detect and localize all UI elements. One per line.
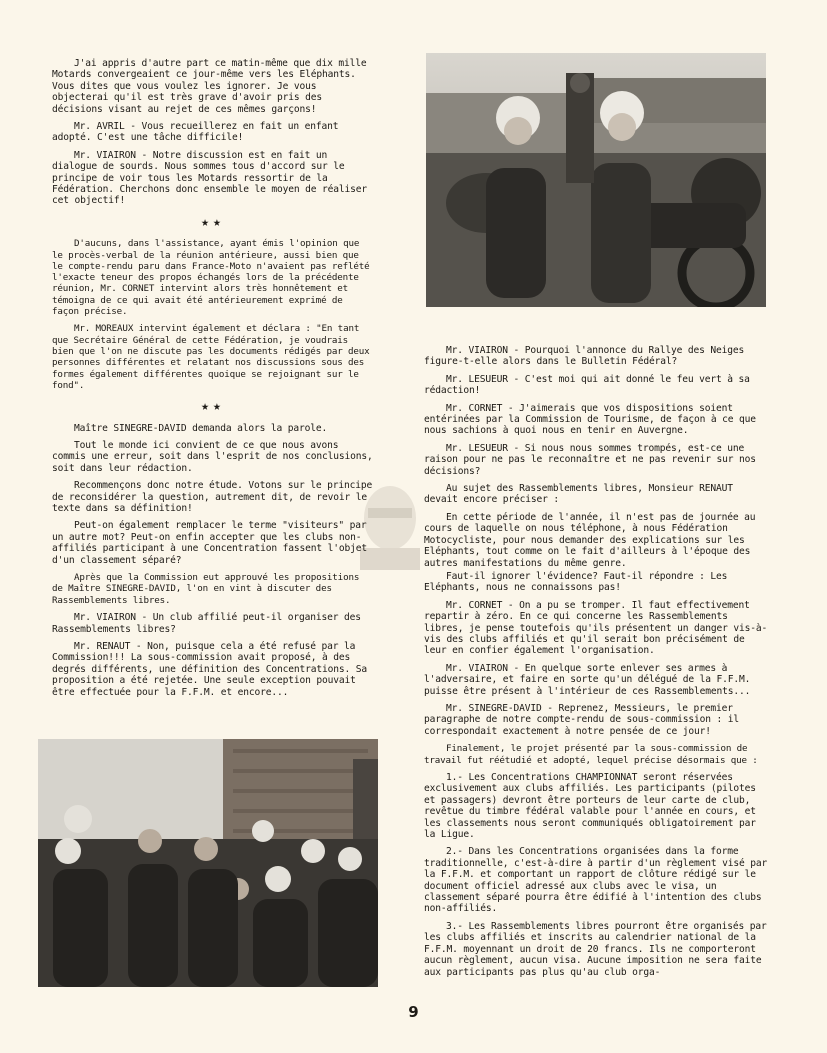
paragraph: Mr. SINEGRE-DAVID - Reprenez, Messieurs, le premier paragraphe de notre compte-rendu de sous-commission : il correspondait exactement à notre pensée de ce jour!: [424, 702, 740, 737]
paragraph: Au sujet des Rassemblements libres, Monsieur RENAUT devait encore préciser :: [424, 483, 733, 506]
motorcyclists-crowd-image: [38, 739, 378, 987]
paragraph: En cette période de l'année, il n'est pas de journée au cours de laquelle on nous téléphone, à nous Fédération Motocycliste, pour nous demander des explications sur les Eléphants, tout comme on le fait d'ailleurs à l'époque des autres manifestations du même genre.: [424, 511, 756, 569]
paragraph: Faut-il ignorer l'évidence? Faut-il répondre : Les Eléphants, nous ne connaissons pas!: [424, 570, 728, 594]
paragraph: Tout le monde ici convient de ce que nous avons commis une erreur, soit dans l'esprit de nos conclusions, soit dans leur rédaction.: [52, 439, 373, 474]
photo-motorcyclists-crowd: [38, 739, 378, 987]
paragraph: Maître SINEGRE-DAVID demanda alors la parole.: [74, 422, 328, 434]
left-middle-section: [52, 238, 374, 391]
section-separator-stars: ★★: [201, 214, 225, 230]
list-item: 1.- Les Concentrations CHAMPIONNAT seront réservées exclusivement aux clubs affiliés. Les participants (pilotes et passagers) devront être porteurs de leur carte de club, revêtue du timbre fédéral valable pour l'année en cours, et les classements nous seront communiqués obligatoirement par la Ligue.: [424, 772, 756, 841]
paragraph: Mr. AVRIL - Vous recueillerez en fait un enfant adopté. C'est une tâche difficile!: [52, 121, 339, 144]
paragraph: Après que la Commission eut approuvé les propositions de Maître SINEGRE-DAVID, l'on en vint à discuter des Rassemblements libres.: [52, 572, 360, 606]
decision-list: [424, 772, 768, 978]
paragraph: Mr. RENAUT - Non, puisque cela a été refusé par la Commission!!! La sous-commission avait proposé, à des degrés différents, une définition des Concentrations. Sa proposition a été rejetée. Une seule exception pouvait être effectuée pour la F.F.M. et encore...: [52, 641, 368, 698]
left-column: [52, 58, 374, 704]
paragraph: Mr. CORNET - On a pu se tromper. Il faut effectivement repartir à zéro. En ce qui concerne les Rassemblements libres, je pense toutefois qu'ils présentent un danger vis-à-vis des clubs affiliés et qu'il serait bon précisément de leur en confier également l'organisation.: [424, 599, 768, 657]
right-column: [424, 345, 768, 984]
paragraph: Finalement, le projet présenté par la sous-commission de travail fut réétudié et adopté, lequel précise désormais que :: [424, 743, 758, 766]
list-item: 2.- Dans les Concentrations organisées dans la forme traditionnelle, c'est-à-dire à partir d'un règlement visé par la F.F.M. et comportant un rapport de clôture rédigé sur le document officiel adressé aux clubs avec le visa, un classement séparé pourra être édifié à l'intention des clubs non-affiliés.: [424, 846, 768, 915]
paragraph: D'aucuns, dans l'assistance, ayant émis l'opinion que le procès-verbal de la réunion antérieure, aussi bien que le compte-rendu paru dans France-Moto n'avaient pas reflété l'exacte teneur des propos échangés lors de la précédente réunion, Mr. CORNET intervint alors très honnêtement et témoigna de ce qui avait été antérieurement exprimé de façon précise.: [52, 238, 370, 318]
paragraph: Mr. VIAIRON - Notre discussion est en fait un dialogue de sourds. Nous sommes tous d'accord sur le principe de voir tous les Motards ressortir de la Fédération. Cherchons donc ensemble le moyen de réaliser cet objectif!: [52, 149, 368, 207]
paragraph: Recommençons donc notre étude. Votons sur le principe de reconsidérer la question, autrement dit, de revoir le texte dans sa définition!: [52, 480, 373, 514]
left-top-section: [52, 58, 374, 207]
paragraph: Peut-on également remplacer le terme "visiteurs" par un autre mot? Peut-on enfin accepter que les clubs non-affiliés participant à une Concentration fassent l'objet d'un classement séparé?: [52, 520, 368, 566]
right-dialogue-section: [424, 345, 768, 766]
riders-motorcycle-image: [426, 53, 766, 307]
paragraph: Mr. LESUEUR - C'est moi qui ait donné le feu vert à sa rédaction!: [424, 373, 750, 397]
paragraph: Mr. CORNET - J'aimerais que vos dispositions soient entérinées par la Commission de Tourisme, de façon à ce que nous sachions à quoi nous en tenir en Auvergne.: [424, 402, 756, 437]
paragraph: Mr. VIAIRON - Pourquoi l'annonce du Rallye des Neiges figure-t-elle alors dans le Bulletin Fédéral?: [424, 345, 745, 368]
paragraph: J'ai appris d'autre part ce matin-même que dix mille Motards convergeaient ce jour-même vers les Eléphants. Vous dites que vous voulez les ignorer. Je vous objecterai qu'il est très grave d'avoir pris des décisions visant au rejet de ces mêmes garçons!: [52, 58, 367, 115]
paragraph: Mr. VIAIRON - En quelque sorte enlever ses armes à l'adversaire, et faire en sorte qu'un délégué de la F.F.M. puisse être présent à l'intérieur de ces Rassemblements...: [424, 662, 751, 697]
left-bottom-section: [52, 423, 374, 699]
paragraph: Mr. LESUEUR - Si nous nous sommes trompés, est-ce une raison pour ne pas le reconnaître et ne pas revenir sur nos décisions?: [424, 442, 756, 477]
paragraph: Mr. MOREAUX intervint également et déclara : "En tant que Secrétaire Général de cette Fédération, je voudrais bien que l'on ne discute pas les documents rédigés par deux personnes différentes et relatant nos discussions sous des formes également différentes quoique se rejoignant sur le fond".: [52, 323, 370, 391]
section-separator-stars: ★★: [201, 399, 225, 415]
paragraph: Mr. VIAIRON - Un club affilié peut-il organiser des Rassemblements libres?: [52, 612, 361, 635]
page-number: 9: [408, 1003, 419, 1021]
list-item: 3.- Les Rassemblements libres pourront être organisés par les clubs affiliés et inscrits au calendrier national de la F.F.M. moyennant un droit de 20 francs. Ils ne comporteront aucun règlement, aucun visa. Aucune imposition ne sera faite aux participants pas plus qu'au club orga-: [424, 920, 767, 978]
photo-riders-motorcycle: [426, 53, 766, 307]
